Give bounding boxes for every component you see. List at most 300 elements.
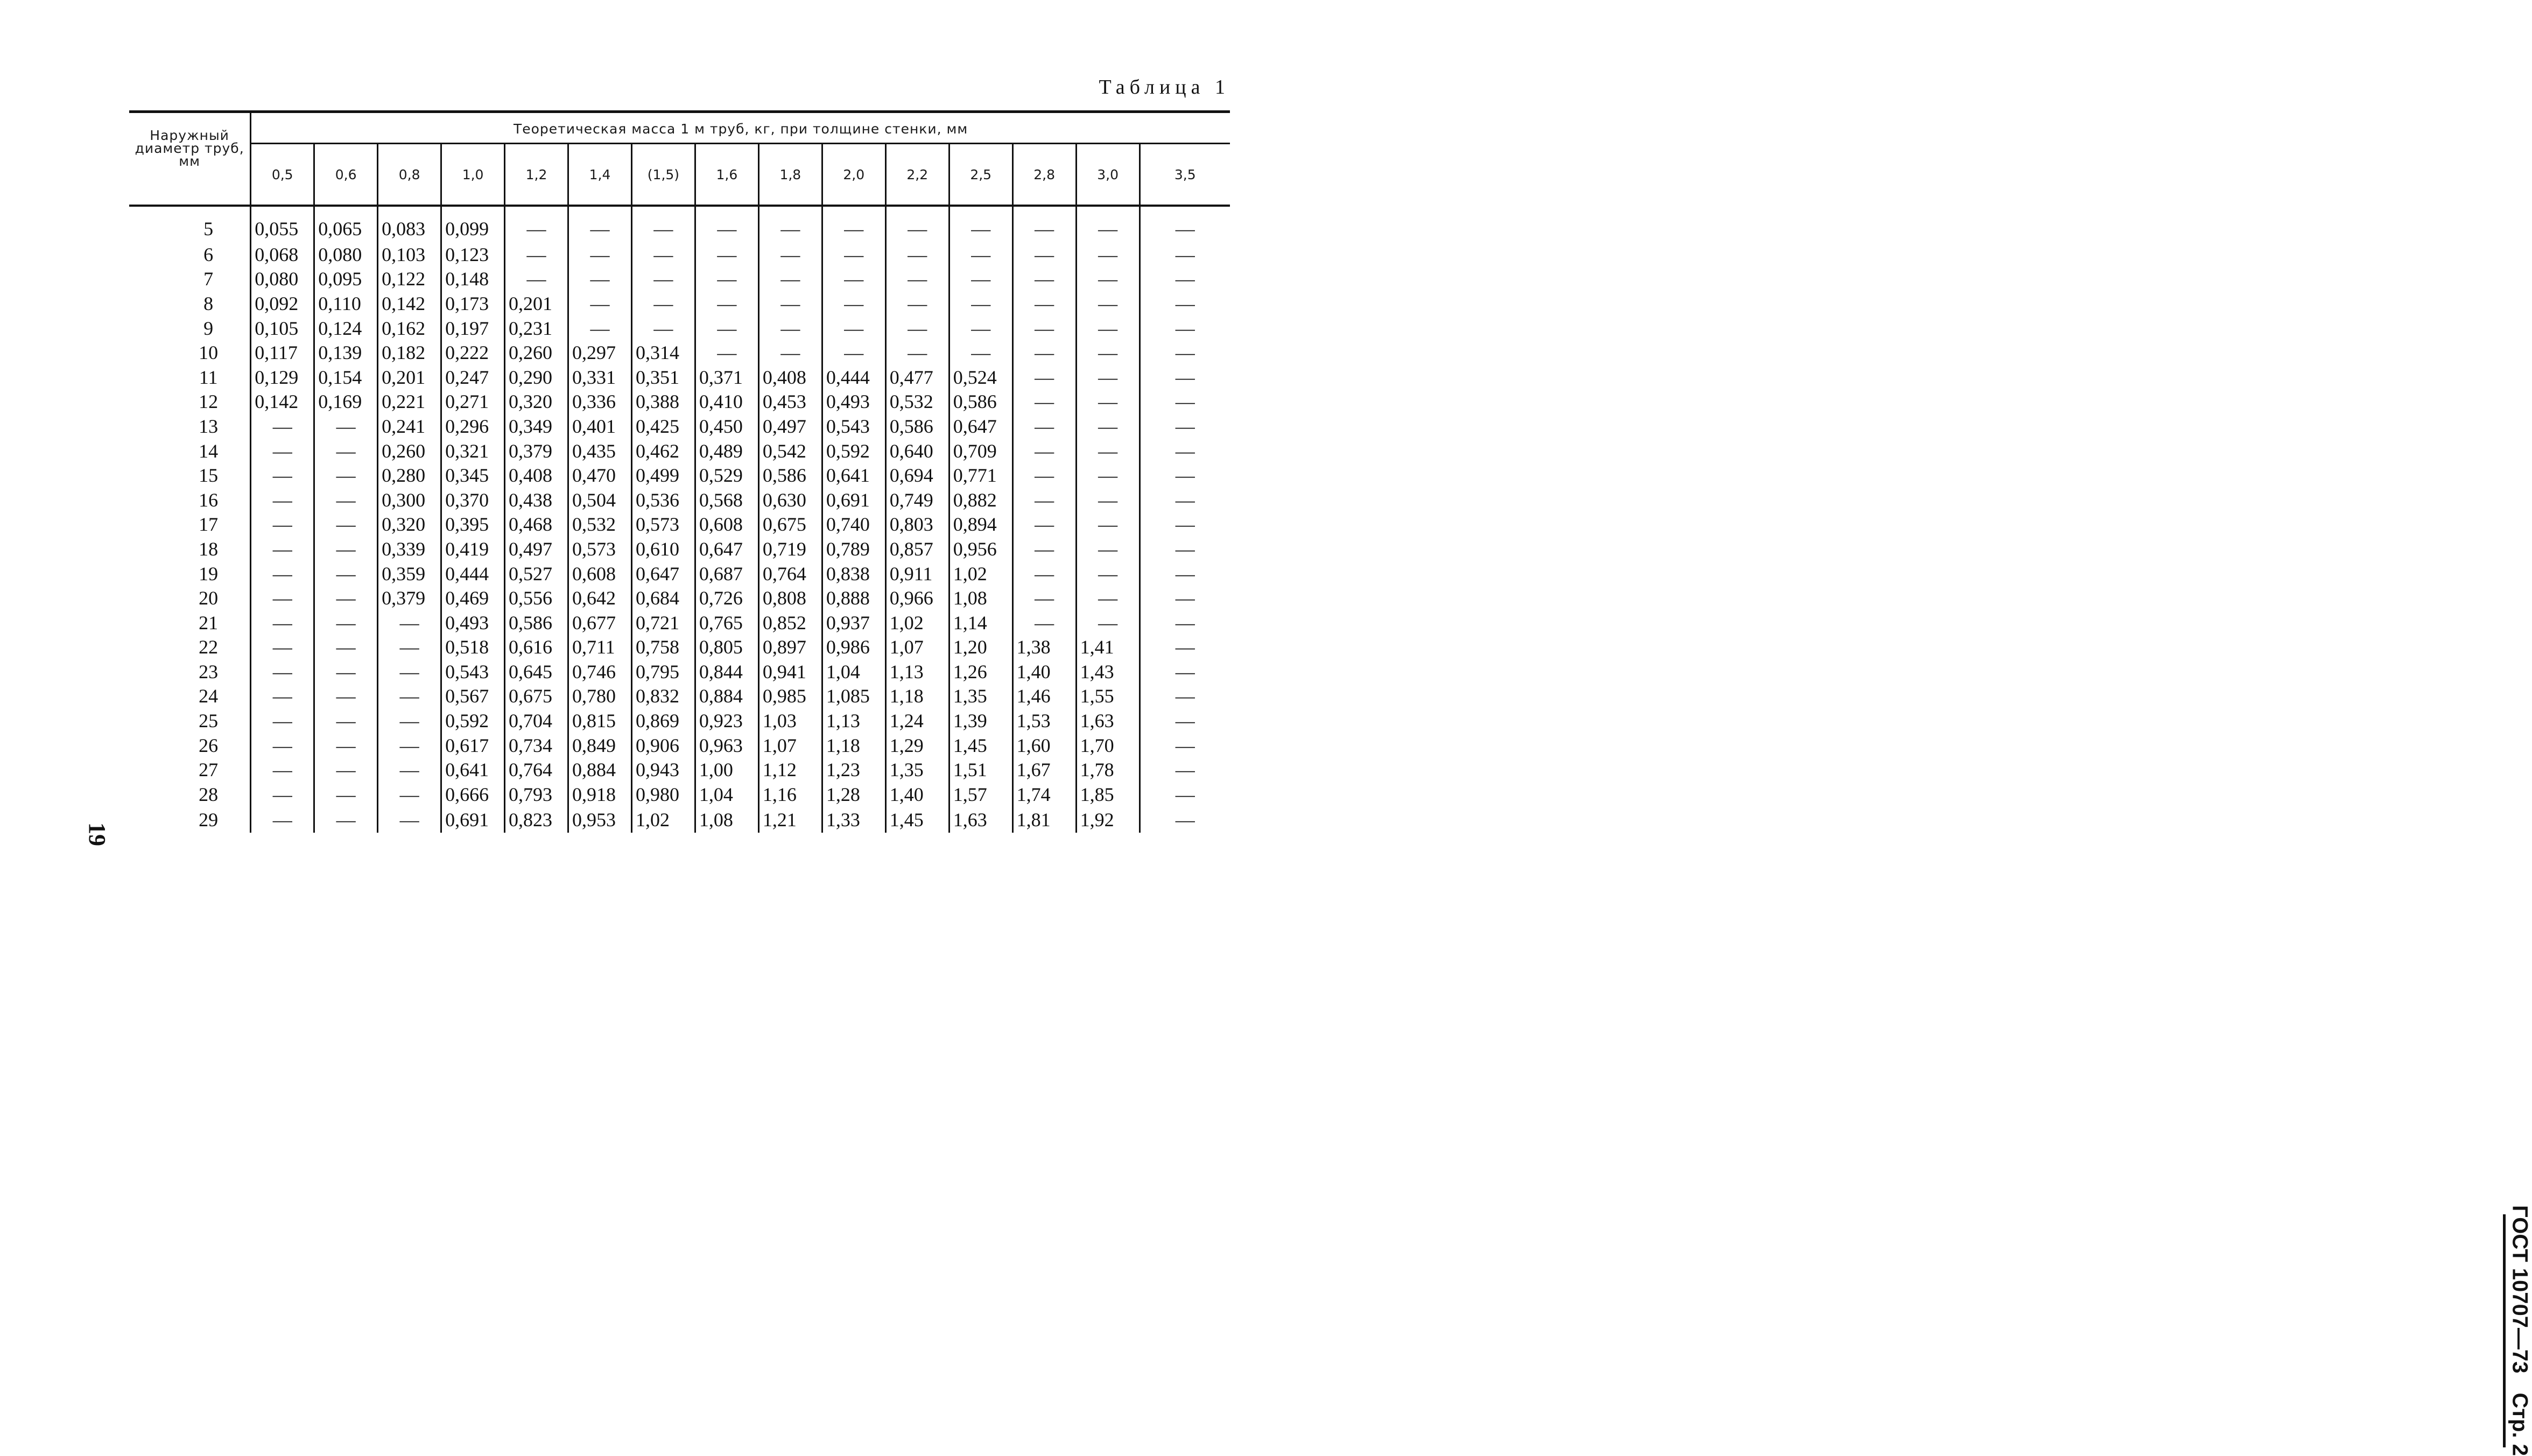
- table-row: [129, 365, 1230, 390]
- diameter-cell: 13: [199, 415, 219, 437]
- mass-cell: —: [1012, 267, 1076, 292]
- mass-cell: 0,092: [251, 291, 314, 316]
- mass-cell: —: [1012, 316, 1076, 341]
- mass-cell: 0,493: [822, 390, 885, 414]
- mass-cell: 1,04: [822, 659, 885, 684]
- thickness-header: 0,6: [314, 144, 378, 206]
- mass-cell: 0,425: [631, 414, 695, 439]
- thickness-header: 2,8: [1012, 144, 1076, 206]
- page-number: 19: [84, 822, 110, 846]
- mass-cell: 1,24: [885, 708, 949, 733]
- mass-cell: —: [695, 242, 758, 267]
- mass-cell: 0,640: [885, 439, 949, 463]
- mass-cell: —: [1140, 206, 1230, 242]
- mass-cell: —: [378, 610, 441, 635]
- mass-cell: 0,542: [758, 439, 822, 463]
- mass-cell: 1,33: [822, 807, 885, 833]
- table-row: [129, 684, 1230, 709]
- mass-cell: 0,734: [505, 733, 568, 758]
- mass-cell: 0,719: [758, 537, 822, 561]
- mass-cell: 1,16: [758, 782, 822, 807]
- mass-cell: 1,78: [1076, 757, 1140, 782]
- mass-cell: —: [695, 316, 758, 341]
- mass-cell: —: [758, 242, 822, 267]
- mass-cell: —: [1140, 316, 1230, 341]
- mass-cell: —: [1140, 242, 1230, 267]
- mass-cell: 0,527: [505, 561, 568, 586]
- diameter-cell: 18: [199, 538, 219, 560]
- mass-cell: 1,02: [949, 561, 1012, 586]
- mass-cell: 0,966: [885, 586, 949, 610]
- mass-cell: —: [1140, 365, 1230, 390]
- mass-cell: 0,617: [441, 733, 505, 758]
- mass-cell: —: [251, 561, 314, 586]
- mass-cell: —: [251, 488, 314, 512]
- mass-cell: 0,573: [568, 537, 632, 561]
- mass-cell: 0,055: [251, 206, 314, 242]
- mass-cell: 0,937: [822, 610, 885, 635]
- mass-cell: 0,351: [631, 365, 695, 390]
- mass-cell: 0,610: [631, 537, 695, 561]
- mass-cell: —: [1076, 610, 1140, 635]
- mass-cell: —: [1012, 561, 1076, 586]
- mass-cell: —: [1140, 684, 1230, 709]
- mass-cell: 0,142: [251, 390, 314, 414]
- table-row: [129, 561, 1230, 586]
- mass-cell: —: [1012, 291, 1076, 316]
- mass-cell: 0,349: [505, 414, 568, 439]
- mass-cell: —: [1076, 537, 1140, 561]
- mass-cell: 0,419: [441, 537, 505, 561]
- mass-cell: 0,647: [631, 561, 695, 586]
- mass-cell: 1,07: [885, 635, 949, 660]
- mass-cell: 0,320: [378, 512, 441, 537]
- mass-cell: —: [695, 267, 758, 292]
- mass-cell: 1,26: [949, 659, 1012, 684]
- table-row: [129, 512, 1230, 537]
- mass-cell: 0,675: [758, 512, 822, 537]
- table-row: [129, 610, 1230, 635]
- mass-cell: —: [1140, 782, 1230, 807]
- diameter-cell: 29: [199, 808, 219, 831]
- mass-cell: —: [949, 267, 1012, 292]
- diameter-cell: 6: [203, 243, 214, 265]
- mass-cell: —: [1140, 733, 1230, 758]
- mass-cell: 0,795: [631, 659, 695, 684]
- mass-cell: 0,849: [568, 733, 632, 758]
- mass-cell: 0,832: [631, 684, 695, 709]
- mass-cell: 0,897: [758, 635, 822, 660]
- mass-cell: —: [1140, 757, 1230, 782]
- mass-cell: 0,453: [758, 390, 822, 414]
- mass-cell: 1,03: [758, 708, 822, 733]
- mass-cell: 0,647: [949, 414, 1012, 439]
- mass-cell: 0,793: [505, 782, 568, 807]
- mass-cell: —: [568, 206, 632, 242]
- mass-cell: —: [378, 733, 441, 758]
- mass-cell: —: [1140, 414, 1230, 439]
- mass-cell: —: [505, 206, 568, 242]
- mass-cell: 1,02: [885, 610, 949, 635]
- mass-cell: 0,645: [505, 659, 568, 684]
- mass-cell: 1,85: [1076, 782, 1140, 807]
- mass-cell: —: [631, 206, 695, 242]
- mass-cell: —: [1076, 316, 1140, 341]
- mass-cell: 0,080: [251, 267, 314, 292]
- table-row: [129, 390, 1230, 414]
- diameter-header: Наружный диаметр труб, мм: [129, 112, 251, 206]
- mass-cell: 0,684: [631, 586, 695, 610]
- mass-cell: 0,497: [758, 414, 822, 439]
- mass-cell: —: [314, 512, 378, 537]
- mass-cell: 0,080: [314, 242, 378, 267]
- diameter-cell: 27: [199, 759, 219, 781]
- mass-cell: 1,07: [758, 733, 822, 758]
- mass-cell: 0,543: [441, 659, 505, 684]
- mass-cell: 0,815: [568, 708, 632, 733]
- mass-cell: —: [251, 463, 314, 488]
- side-rule: [2503, 1214, 2506, 1447]
- mass-cell: 0,408: [505, 463, 568, 488]
- mass-cell: 1,63: [949, 807, 1012, 833]
- diameter-cell: 11: [199, 366, 218, 388]
- mass-cell: 0,906: [631, 733, 695, 758]
- diameter-cell: 14: [199, 440, 219, 462]
- table-row: [129, 757, 1230, 782]
- mass-cell: 0,123: [441, 242, 505, 267]
- mass-cell: 1,14: [949, 610, 1012, 635]
- table-body: [129, 206, 1230, 833]
- header-row-main: [129, 112, 1230, 144]
- diameter-cell: 5: [203, 218, 214, 240]
- mass-cell: 0,608: [695, 512, 758, 537]
- mass-cell: 0,869: [631, 708, 695, 733]
- thickness-header: 2,2: [885, 144, 949, 206]
- mass-cell: 0,687: [695, 561, 758, 586]
- table-row: [129, 206, 1230, 242]
- mass-cell: 0,647: [695, 537, 758, 561]
- mass-cell: —: [1140, 512, 1230, 537]
- mass-cell: —: [314, 757, 378, 782]
- mass-cell: 0,543: [822, 414, 885, 439]
- mass-cell: —: [251, 586, 314, 610]
- mass-cell: —: [251, 512, 314, 537]
- mass-cell: 0,943: [631, 757, 695, 782]
- mass-cell: 0,201: [505, 291, 568, 316]
- mass-cell: 0,641: [441, 757, 505, 782]
- mass-cell: —: [251, 807, 314, 833]
- mass-cell: 1,40: [885, 782, 949, 807]
- mass-cell: —: [1012, 463, 1076, 488]
- table-row: [129, 340, 1230, 365]
- mass-cell: —: [1012, 512, 1076, 537]
- mass-cell: 1,20: [949, 635, 1012, 660]
- mass-cell: 0,844: [695, 659, 758, 684]
- mass-cell: —: [822, 267, 885, 292]
- table-row: [129, 488, 1230, 512]
- mass-cell: 0,691: [822, 488, 885, 512]
- mass-cell: 1,38: [1012, 635, 1076, 660]
- thickness-header: 3,0: [1076, 144, 1140, 206]
- mass-cell: —: [822, 316, 885, 341]
- diameter-cell: 10: [199, 342, 219, 364]
- thickness-header: 1,4: [568, 144, 632, 206]
- mass-cell: —: [822, 340, 885, 365]
- side-label: [1251, 607, 2532, 1456]
- mass-cell: —: [631, 267, 695, 292]
- mass-cell: 0,395: [441, 512, 505, 537]
- mass-cell: —: [1140, 390, 1230, 414]
- table-row: [129, 414, 1230, 439]
- mass-cell: 0,379: [505, 439, 568, 463]
- mass-cell: 0,468: [505, 512, 568, 537]
- mass-cell: 0,666: [441, 782, 505, 807]
- mass-cell: —: [314, 586, 378, 610]
- mass-cell: —: [314, 537, 378, 561]
- mass-cell: 0,296: [441, 414, 505, 439]
- mass-cell: 1,63: [1076, 708, 1140, 733]
- mass-cell: 0,260: [505, 340, 568, 365]
- mass-cell: 1,46: [1012, 684, 1076, 709]
- thickness-header: 2,0: [822, 144, 885, 206]
- diameter-cell: 20: [199, 587, 219, 609]
- mass-cell: 0,726: [695, 586, 758, 610]
- mass-cell: —: [1076, 586, 1140, 610]
- mass-cell: 0,331: [568, 365, 632, 390]
- mass-cell: 0,765: [695, 610, 758, 635]
- mass-cell: —: [1076, 390, 1140, 414]
- mass-cell: —: [1012, 242, 1076, 267]
- mass-cell: —: [568, 316, 632, 341]
- mass-cell: 0,221: [378, 390, 441, 414]
- thickness-header: 1,6: [695, 144, 758, 206]
- mass-cell: —: [631, 242, 695, 267]
- thickness-header: 0,8: [378, 144, 441, 206]
- mass-cell: 0,884: [695, 684, 758, 709]
- mass-cell: —: [378, 684, 441, 709]
- mass-cell: 0,805: [695, 635, 758, 660]
- mass-cell: —: [1012, 610, 1076, 635]
- mass-cell: 0,345: [441, 463, 505, 488]
- diameter-cell: 24: [199, 685, 219, 707]
- mass-cell: 1,60: [1012, 733, 1076, 758]
- mass-cell: 0,573: [631, 512, 695, 537]
- diameter-cell: 16: [199, 489, 219, 511]
- mass-cell: —: [1076, 365, 1140, 390]
- mass-cell: —: [1076, 463, 1140, 488]
- mass-cell: 0,462: [631, 439, 695, 463]
- mass-cell: —: [314, 488, 378, 512]
- mass-cell: 0,980: [631, 782, 695, 807]
- mass-cell: 0,271: [441, 390, 505, 414]
- thickness-header: 1,0: [441, 144, 505, 206]
- mass-cell: —: [251, 782, 314, 807]
- mass-cell: —: [758, 291, 822, 316]
- mass-cell: —: [378, 635, 441, 660]
- mass-cell: —: [314, 659, 378, 684]
- mass-cell: 0,336: [568, 390, 632, 414]
- mass-cell: —: [251, 537, 314, 561]
- mass-cell: —: [251, 635, 314, 660]
- mass-cell: 1,53: [1012, 708, 1076, 733]
- mass-cell: 0,410: [695, 390, 758, 414]
- mass-cell: —: [251, 708, 314, 733]
- mass-cell: 0,320: [505, 390, 568, 414]
- mass-cell: 0,388: [631, 390, 695, 414]
- mass-cell: 0,568: [695, 488, 758, 512]
- mass-cell: —: [885, 316, 949, 341]
- mass-cell: —: [1140, 610, 1230, 635]
- diameter-cell: 17: [199, 514, 219, 536]
- diameter-cell: 19: [199, 562, 219, 585]
- mass-cell: —: [1076, 439, 1140, 463]
- mass-cell: —: [251, 659, 314, 684]
- mass-cell: —: [885, 267, 949, 292]
- mass-cell: —: [695, 206, 758, 242]
- mass-cell: 0,142: [378, 291, 441, 316]
- mass-cell: —: [251, 610, 314, 635]
- mass-cell: —: [314, 610, 378, 635]
- mass-cell: 0,823: [505, 807, 568, 833]
- pipe-mass-table: [129, 110, 1230, 833]
- mass-cell: —: [1076, 488, 1140, 512]
- mass-cell: —: [1140, 291, 1230, 316]
- mass-cell: —: [949, 206, 1012, 242]
- mass-cell: —: [314, 807, 378, 833]
- mass-cell: 0,162: [378, 316, 441, 341]
- mass-cell: 1,29: [885, 733, 949, 758]
- mass-cell: —: [378, 659, 441, 684]
- mass-cell: 0,300: [378, 488, 441, 512]
- mass-cell: 0,408: [758, 365, 822, 390]
- mass-cell: —: [505, 242, 568, 267]
- mass-cell: 0,780: [568, 684, 632, 709]
- mass-cell: 0,370: [441, 488, 505, 512]
- mass-cell: 0,497: [505, 537, 568, 561]
- mass-cell: 0,297: [568, 340, 632, 365]
- mass-cell: —: [1012, 586, 1076, 610]
- mass-cell: 0,201: [378, 365, 441, 390]
- mass-cell: 0,704: [505, 708, 568, 733]
- mass-cell: 1,23: [822, 757, 885, 782]
- mass-cell: 0,117: [251, 340, 314, 365]
- mass-cell: 0,499: [631, 463, 695, 488]
- mass-cell: 0,642: [568, 586, 632, 610]
- mass-cell: 0,746: [568, 659, 632, 684]
- mass-cell: 0,129: [251, 365, 314, 390]
- mass-cell: 0,941: [758, 659, 822, 684]
- mass-cell: —: [1140, 807, 1230, 833]
- mass-cell: —: [314, 733, 378, 758]
- mass-cell: —: [949, 316, 1012, 341]
- diameter-cell: 22: [199, 636, 219, 658]
- mass-cell: 0,231: [505, 316, 568, 341]
- table-row: [129, 659, 1230, 684]
- mass-cell: —: [378, 708, 441, 733]
- mass-cell: —: [1140, 659, 1230, 684]
- mass-cell: 0,280: [378, 463, 441, 488]
- mass-cell: 0,260: [378, 439, 441, 463]
- mass-cell: 1,28: [822, 782, 885, 807]
- mass-cell: 0,749: [885, 488, 949, 512]
- diameter-cell: 26: [199, 734, 219, 756]
- mass-cell: —: [314, 561, 378, 586]
- mass-cell: 0,953: [568, 807, 632, 833]
- mass-cell: —: [885, 242, 949, 267]
- mass-cell: —: [885, 206, 949, 242]
- mass-cell: 1,18: [822, 733, 885, 758]
- mass-cell: 0,532: [885, 390, 949, 414]
- mass-cell: 0,789: [822, 537, 885, 561]
- mass-cell: —: [1140, 463, 1230, 488]
- mass-cell: 0,556: [505, 586, 568, 610]
- side-text: [2508, 1205, 2532, 1456]
- mass-cell: 1,40: [1012, 659, 1076, 684]
- standard-number: ГОСТ 10707—73: [2508, 1205, 2532, 1374]
- mass-cell: 0,630: [758, 488, 822, 512]
- thickness-header: 1,2: [505, 144, 568, 206]
- mass-cell: —: [1140, 488, 1230, 512]
- mass-cell: —: [695, 291, 758, 316]
- mass-cell: 0,438: [505, 488, 568, 512]
- mass-cell: 1,81: [1012, 807, 1076, 833]
- mass-cell: 1,55: [1076, 684, 1140, 709]
- mass-cell: 0,095: [314, 267, 378, 292]
- diameter-cell: 28: [199, 783, 219, 805]
- mass-cell: —: [1140, 439, 1230, 463]
- mass-cell: 0,764: [505, 757, 568, 782]
- mass-cell: 1,00: [695, 757, 758, 782]
- mass-cell: 0,083: [378, 206, 441, 242]
- mass-cell: 0,321: [441, 439, 505, 463]
- mass-cell: 0,105: [251, 316, 314, 341]
- mass-cell: —: [631, 291, 695, 316]
- mass-cell: 0,529: [695, 463, 758, 488]
- thickness-header: 3,5: [1140, 144, 1230, 206]
- table-row: [129, 267, 1230, 292]
- mass-cell: 0,122: [378, 267, 441, 292]
- diameter-cell: 23: [199, 660, 219, 683]
- mass-cell: 0,435: [568, 439, 632, 463]
- mass-cell: —: [1012, 488, 1076, 512]
- mass-cell: —: [885, 340, 949, 365]
- mass-cell: 0,524: [949, 365, 1012, 390]
- mass-cell: —: [1140, 537, 1230, 561]
- table-row: [129, 463, 1230, 488]
- mass-cell: 0,586: [885, 414, 949, 439]
- mass-cell: —: [1076, 291, 1140, 316]
- mass-cell: 0,247: [441, 365, 505, 390]
- mass-cell: 0,371: [695, 365, 758, 390]
- mass-cell: 0,857: [885, 537, 949, 561]
- mass-cell: 1,51: [949, 757, 1012, 782]
- mass-cell: 0,339: [378, 537, 441, 561]
- mass-cell: 0,711: [568, 635, 632, 660]
- mass-cell: —: [378, 782, 441, 807]
- mass-cell: —: [1012, 537, 1076, 561]
- mass-cell: 1,04: [695, 782, 758, 807]
- table-row: [129, 807, 1230, 833]
- thickness-header: 2,5: [949, 144, 1012, 206]
- mass-cell: —: [251, 439, 314, 463]
- diameter-cell: 9: [203, 317, 214, 339]
- mass-cell: 0,592: [441, 708, 505, 733]
- mass-cell: —: [822, 206, 885, 242]
- table-row: [129, 316, 1230, 341]
- mass-cell: —: [568, 267, 632, 292]
- mass-cell: 0,894: [949, 512, 1012, 537]
- mass-cell: —: [822, 291, 885, 316]
